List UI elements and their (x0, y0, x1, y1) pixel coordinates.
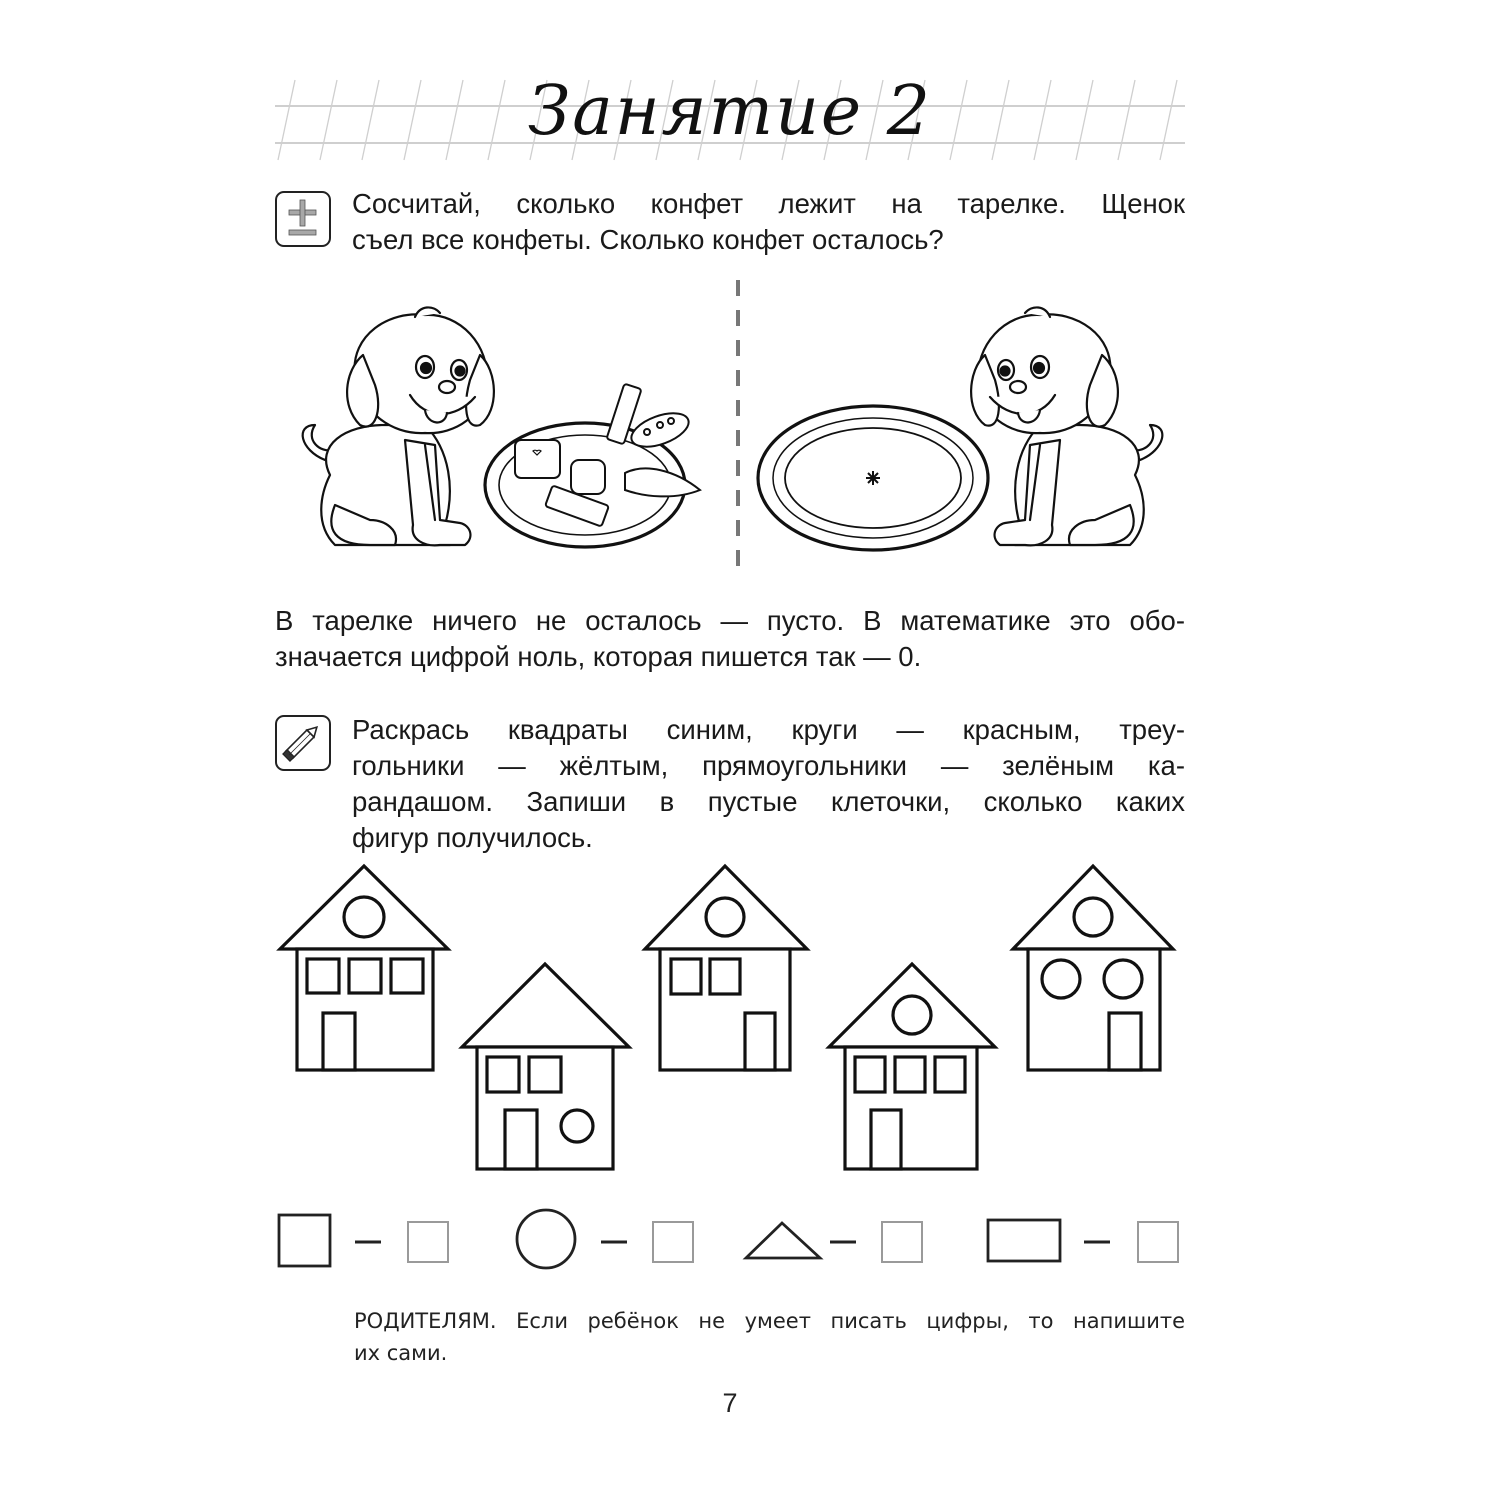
task2-line-2: гольники — жёлтым, прямоугольники — зелёным ка- (352, 750, 1185, 781)
task1-line-1: Сосчитай, сколько конфет лежит на тарелке. Щенок (352, 188, 1185, 219)
empty-plate (758, 406, 988, 550)
house-5 (1013, 866, 1173, 1070)
candy-wrapped (625, 468, 700, 496)
lesson-title: Занятие 2 (527, 72, 933, 151)
answer-box-triangles[interactable] (881, 1221, 923, 1263)
houses-illustration (275, 860, 1190, 1180)
task2-line-3: рандашом. Запиши в пустые клеточки, сколько каких (352, 786, 1185, 817)
zero-explanation (275, 603, 1185, 675)
parents-note-line-2: их сами. (354, 1341, 448, 1365)
candy-square-heart (515, 440, 560, 478)
shape-rectangle-icon (988, 1220, 1060, 1261)
house-2 (462, 964, 629, 1169)
shape-circle-icon (517, 1210, 575, 1268)
answer-box-rectangles[interactable] (1137, 1221, 1179, 1263)
puppy-left-illustration (303, 307, 494, 545)
shape-triangle-icon (746, 1223, 820, 1258)
pencil-icon (277, 717, 328, 768)
answer-box-squares[interactable] (407, 1221, 449, 1263)
page-number: 7 (722, 1388, 738, 1418)
task1-line-2: съел все конфеты. Сколько конфет осталось? (352, 224, 944, 255)
house-3 (645, 866, 807, 1070)
answer-row (275, 1205, 1190, 1280)
candy-round (571, 460, 605, 494)
plus-minus-icon (277, 193, 328, 244)
parents-note-line-1: РОДИТЕЛЯМ. Если ребёнок не умеет писать цифры, то напишите (354, 1309, 1185, 1333)
explanation-line-2: значается цифрой ноль, которая пишется так — 0. (275, 641, 922, 672)
house-1 (280, 866, 448, 1070)
lesson-title-band (275, 62, 1185, 172)
plate-with-candies (485, 384, 700, 547)
task2-line-1: Раскрась квадраты синим, круги — красным, треу- (352, 714, 1185, 745)
task-icon-pencil (275, 715, 331, 771)
puppies-plates-illustration (275, 275, 1190, 575)
shape-square-icon (279, 1215, 330, 1266)
puppy-right-illustration (971, 307, 1162, 545)
explanation-line-1: В тарелке ничего не осталось — пусто. В математике это обо- (275, 605, 1185, 636)
task2-instructions (352, 712, 1185, 856)
answer-box-circles[interactable] (652, 1221, 694, 1263)
parents-note (354, 1305, 1185, 1369)
house-4 (829, 964, 995, 1169)
task-icon-plus-minus (275, 191, 331, 247)
task1-instructions (352, 186, 1185, 258)
task2-line-4: фигур получилось. (352, 822, 593, 853)
